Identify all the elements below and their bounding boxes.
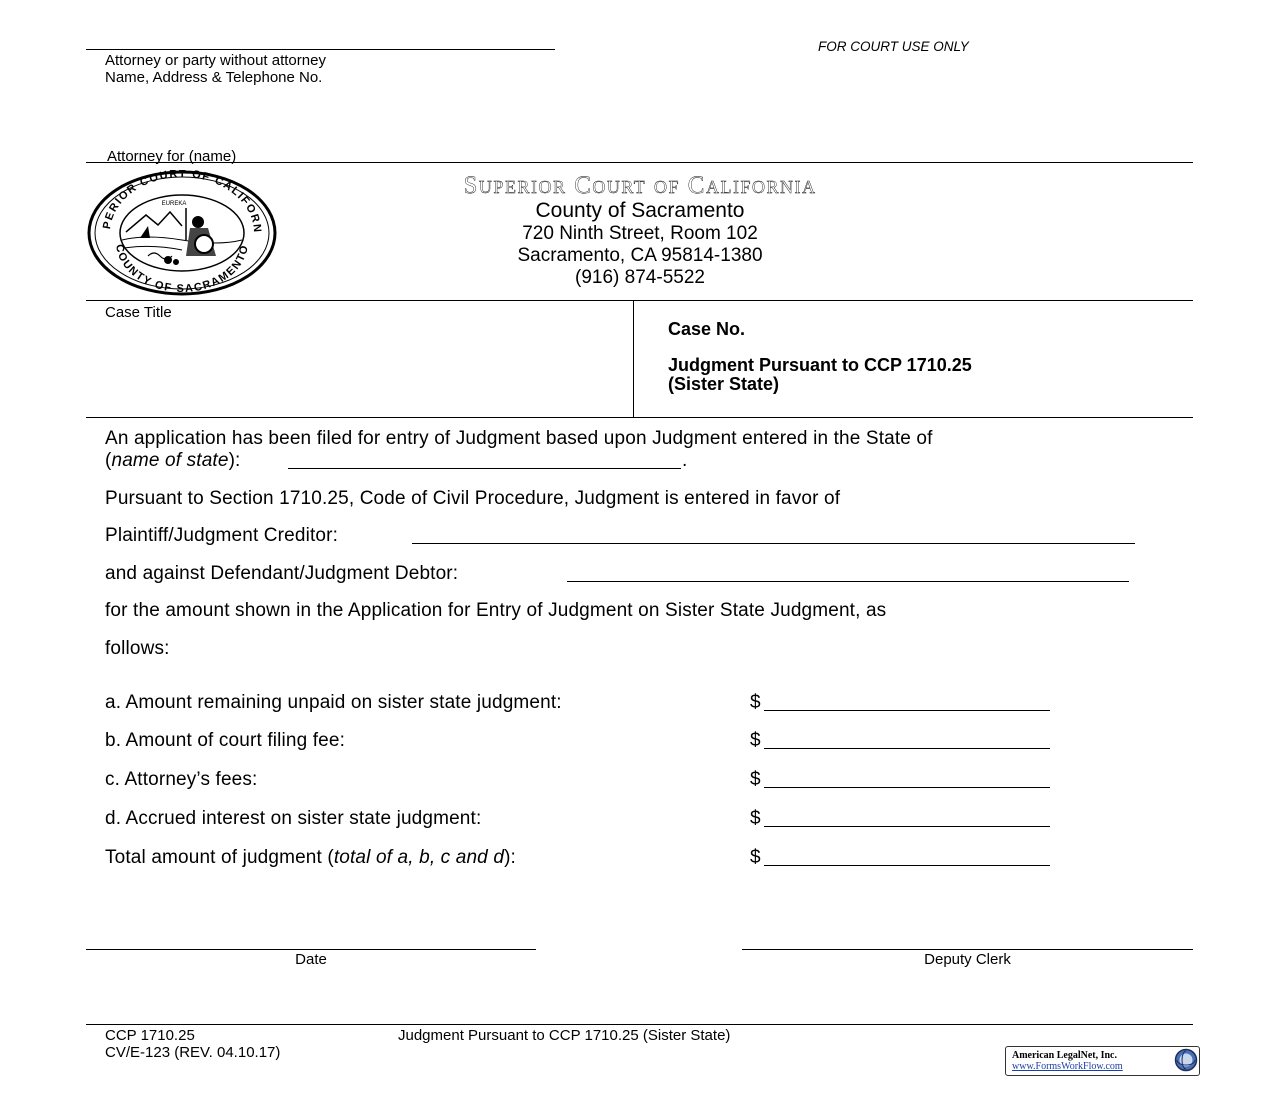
footer-code: CCP 1710.25 — [105, 1027, 195, 1044]
court-city: Sacramento, CA 95814-1380 — [517, 245, 763, 266]
total-label — [105, 847, 516, 869]
follows-text: follows: — [105, 638, 170, 659]
globe-icon — [1174, 1048, 1198, 1072]
debtor-field[interactable] — [567, 581, 1129, 582]
seal-bottom-text: COUNTY OF SACRAMENTO — [112, 243, 252, 296]
date-label: Date — [295, 951, 327, 968]
application-paragraph: An application has been filed for entry of Judgment based upon Judgment entered in the State of — [105, 428, 933, 449]
state-name-field[interactable] — [288, 468, 681, 469]
seal-top-text: PERIOR COURT OF CALIFORN — [101, 170, 264, 235]
amount-paragraph: for the amount shown in the Application for Entry of Judgment on Sister State Judgment, as — [105, 600, 887, 621]
deputy-clerk-signature-field[interactable] — [742, 949, 1193, 950]
court-title: Superior Court of California — [463, 172, 817, 199]
name-of-state-hint: name of state — [111, 450, 229, 471]
case-title-label: Case Title — [105, 304, 172, 321]
interest-label: d. Accrued interest on sister state judgment: — [105, 808, 482, 829]
footer-form-number: CV/E-123 (REV. 04.10.17) — [105, 1044, 281, 1061]
state-line — [105, 450, 240, 472]
attorney-label-line1: Attorney or party without attorney — [105, 52, 326, 69]
court-seal — [86, 170, 278, 296]
total-label-prefix: Total amount of judgment ( — [105, 847, 334, 868]
total-label-hint: total of a, b, c and d — [333, 847, 505, 868]
attorney-fees-currency: $ — [750, 769, 761, 790]
caption-divider — [633, 300, 634, 417]
interest-field[interactable] — [764, 826, 1050, 827]
attorney-top-rule — [86, 49, 555, 50]
footer-title: Judgment Pursuant to CCP 1710.25 (Sister State) — [398, 1027, 731, 1044]
amount-unpaid-label: a. Amount remaining unpaid on sister state judgment: — [105, 692, 562, 713]
caption-bottom-rule — [86, 417, 1193, 418]
amount-unpaid-field[interactable] — [764, 710, 1050, 711]
case-number-label: Case No. — [668, 319, 746, 339]
filing-fee-label: b. Amount of court filing fee: — [105, 730, 346, 751]
total-field[interactable] — [764, 865, 1050, 866]
total-label-suffix: ): — [504, 847, 516, 868]
deputy-clerk-label: Deputy Clerk — [924, 951, 1011, 968]
paren-close: ): — [228, 450, 241, 471]
legalnet-brand-name: American LegalNet, Inc. — [1012, 1050, 1117, 1061]
court-county: County of Sacramento — [535, 199, 745, 222]
state-line-period: . — [682, 450, 688, 471]
creditor-field[interactable] — [412, 543, 1135, 544]
legalnet-url-link[interactable]: www.FormsWorkFlow.com — [1012, 1061, 1123, 1072]
court-use-only-label: FOR COURT USE ONLY — [818, 39, 969, 54]
legalnet-logo[interactable] — [1005, 1046, 1200, 1076]
document-title-line1: Judgment Pursuant to CCP 1710.25 — [668, 355, 972, 375]
date-field[interactable] — [86, 949, 536, 950]
header-divider — [86, 162, 1193, 163]
amount-unpaid-currency: $ — [750, 692, 761, 713]
court-street: 720 Ninth Street, Room 102 — [522, 223, 758, 244]
pursuant-paragraph: Pursuant to Section 1710.25, Code of Civil Procedure, Judgment is entered in favor of — [105, 488, 841, 509]
caption-top-rule — [86, 300, 1193, 301]
document-title-line2: (Sister State) — [668, 374, 780, 394]
footer-rule — [86, 1024, 1193, 1025]
filing-fee-field[interactable] — [764, 748, 1050, 749]
seal-motto: EUREKA — [161, 201, 187, 207]
attorney-fees-field[interactable] — [764, 787, 1050, 788]
paren-open: ( — [105, 450, 112, 471]
court-phone: (916) 874-5522 — [575, 267, 705, 288]
filing-fee-currency: $ — [750, 730, 761, 751]
attorney-label-line2: Name, Address & Telephone No. — [105, 69, 323, 86]
interest-currency: $ — [750, 808, 761, 829]
creditor-label: Plaintiff/Judgment Creditor: — [105, 525, 339, 546]
total-currency: $ — [750, 847, 761, 868]
debtor-label: and against Defendant/Judgment Debtor: — [105, 563, 459, 584]
attorney-fees-label: c. Attorney’s fees: — [105, 769, 258, 790]
attorney-for-label: Attorney for (name) — [107, 148, 237, 165]
